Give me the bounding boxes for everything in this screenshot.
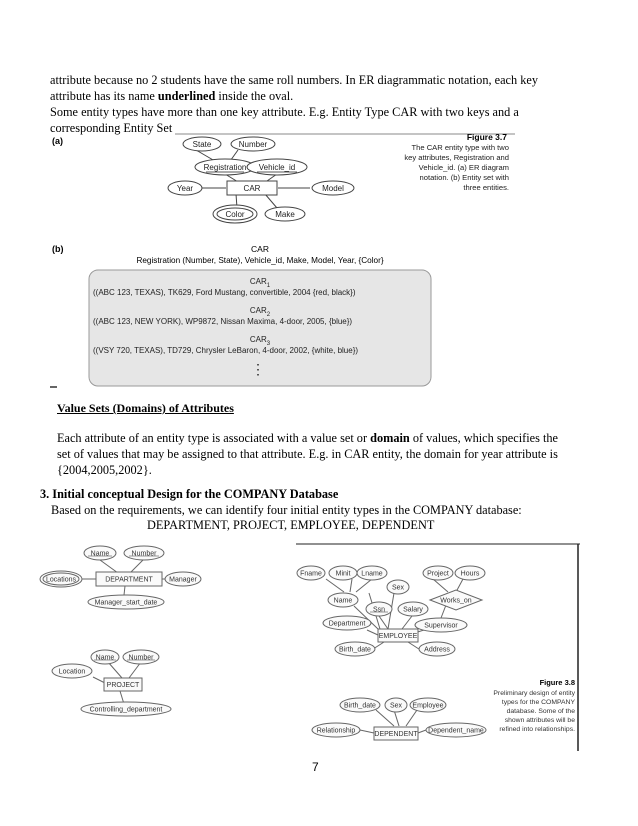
emp-hours: Hours [460, 570, 480, 578]
dept-locations: Locations [46, 576, 76, 584]
fig38-caption-5: refined into relationships. [499, 726, 575, 733]
section-3-line-1: Based on the requirements, we can identify four initial entity types in the COMPANY database: [51, 503, 522, 517]
dep-dependent-name: Dependent_name [428, 727, 484, 735]
attr-make: Make [275, 210, 295, 219]
entity-department: DEPARTMENT [105, 576, 153, 584]
entity-car: CAR [243, 184, 261, 193]
attr-model: Model [322, 184, 344, 193]
emp-works-on: Works_on [440, 597, 472, 605]
proj-controlling-department: Controlling_department [89, 706, 163, 714]
attr-vehicle-id: Vehicle_id [258, 163, 296, 172]
fig38-caption-1: Preliminary design of entity [493, 690, 575, 697]
intro-paragraph [50, 72, 590, 136]
figure-3-7 [50, 130, 515, 392]
emp-lname: Lname [361, 570, 383, 578]
attr-state: State [192, 140, 212, 149]
fig37-caption-5: three entities. [463, 183, 509, 192]
emp-ssn: Ssn [372, 606, 386, 614]
entity-dependent: DEPENDENT [374, 731, 418, 738]
entity-project: PROJECT [106, 682, 140, 689]
fig38-caption-3: database. Some of the [506, 708, 575, 715]
page-number: 7 [312, 760, 319, 774]
fig37-label-a: (a) [52, 136, 63, 146]
value-sets-line-1: Each attribute of an entity type is associated with a value set or domain of values, which specifies the [57, 431, 558, 445]
intro-line-4: corresponding Entity Set [50, 121, 173, 135]
emp-salary: Salary [403, 606, 423, 614]
entity-employee: EMPLOYEE [378, 633, 418, 640]
intro-line-1: attribute because no 2 students have the same roll numbers. In ER diagrammatic notation, each key [50, 73, 538, 87]
emp-birth-date: Birth_date [339, 646, 371, 654]
value-sets-heading: Value Sets (Domains) of Attributes [57, 401, 234, 415]
fig37-caption-4: notation. (b) Entity set with [419, 173, 509, 182]
ellipsis: ⋮ [251, 361, 265, 377]
fig37-caption-1: The CAR entity type with two [411, 143, 509, 152]
dept-number: Number [131, 550, 157, 558]
figure-3-8-right [296, 543, 580, 751]
proj-location: Location [58, 668, 86, 676]
emp-department: Department [328, 620, 366, 628]
value-sets-paragraph [57, 430, 597, 478]
fig37-title: Figure 3.7 [466, 132, 507, 142]
fig38-caption-4: shown attributes will be [504, 717, 575, 724]
value-sets-line-2: set of values that may be assigned to that attribute. E.g. in CAR entity, the domain for year attribute is [57, 447, 558, 461]
proj-name: Name [95, 654, 115, 662]
attr-year: Year [176, 184, 194, 193]
emp-address: Address [424, 646, 450, 654]
car-2-label: $CAR_2$ [249, 306, 271, 318]
dept-manager: Manager [169, 576, 197, 584]
emp-fname: Fname [300, 570, 322, 578]
entity-set-schema: Registration (Number, State), Vehicle_id, Make, Model, Year, {Color} [136, 256, 384, 265]
emp-name: Name [333, 597, 353, 605]
entity-set-title: CAR [251, 244, 269, 254]
emp-minit: Minit [335, 570, 351, 578]
fig37-caption-3: Vehicle_id. (a) ER diagram [418, 163, 509, 172]
car-2-value: ((ABC 123, NEW YORK), WP9872, Nissan Maxima, 4-door, 2005, {blue}) [93, 317, 353, 326]
car-1-label: $CAR_1$ [249, 277, 271, 289]
section-3-line-2: DEPARTMENT, PROJECT, EMPLOYEE, DEPENDENT [147, 518, 435, 532]
car-3-label: $CAR_3$ [249, 335, 271, 347]
car-1-value: ((ABC 123, TEXAS), TK629, Ford Mustang, convertible, 2004 {red, black}) [93, 288, 356, 297]
proj-number: Number [128, 654, 154, 662]
fig38-title: Figure 3.8 [539, 678, 575, 687]
dept-name: Name [90, 550, 110, 558]
intro-line-2: attribute has its name underlined inside the oval. [50, 89, 294, 103]
fig37-label-b: (b) [52, 244, 64, 254]
section-3-heading: 3. Initial conceptual Design for the COMPANY Database [40, 487, 339, 501]
intro-line-3: Some entity types have more than one key attribute. E.g. Entity Type CAR with two keys and a [50, 105, 519, 119]
car-3-value: ((VSY 720, TEXAS), TD729, Chrysler LeBaron, 4-door, 2002, {white, blue}) [93, 346, 359, 355]
attr-number: Number [238, 140, 268, 149]
dep-employee: Employee [412, 702, 444, 710]
dep-sex: Sex [389, 702, 403, 710]
value-sets-line-3: {2004,2005,2002}. [57, 463, 152, 477]
fig37-caption-2: key attributes, Registration and [404, 153, 509, 162]
attr-color: Color [225, 210, 245, 219]
figure-3-8-left [38, 540, 238, 720]
dep-relationship: Relationship [316, 727, 356, 735]
dep-birth-date: Birth_date [344, 702, 376, 710]
emp-supervisor: Supervisor [424, 622, 458, 630]
emp-project: Project [427, 570, 449, 578]
fig38-caption-2: types for the COMPANY [501, 699, 575, 706]
attr-registration: Registration [203, 163, 247, 172]
emp-sex: Sex [391, 584, 405, 592]
dept-manager-start-date: Manager_start_date [94, 599, 158, 607]
